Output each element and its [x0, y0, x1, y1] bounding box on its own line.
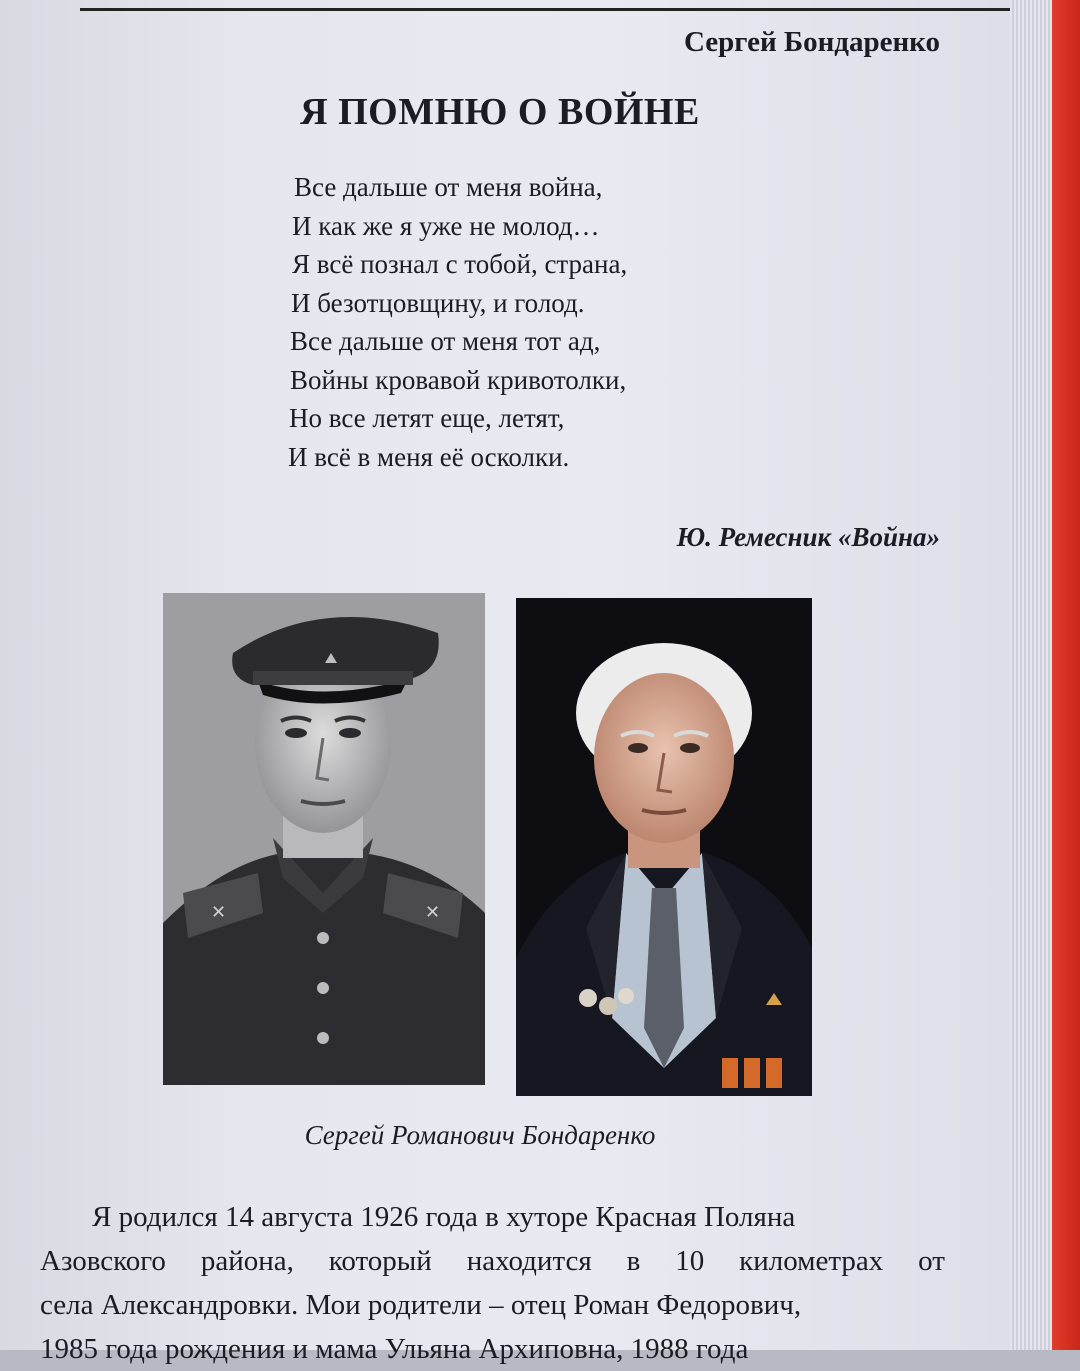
poem-line: И всё в меня её осколки. [288, 441, 570, 472]
header-author: Сергей Бондаренко [683, 26, 940, 58]
photo-elderly-veteran [516, 598, 812, 1096]
book-cover-edge [1052, 0, 1080, 1350]
body-line: Я родился 14 августа 1926 года в хуторе Красная Поляна [92, 1201, 796, 1233]
photo-caption: Сергей Романович Бондаренко [304, 1120, 656, 1150]
poem-line: Войны кровавой кривотолки, [290, 364, 627, 395]
svg-text:✕: ✕ [211, 902, 227, 923]
poem-line: Я всё познал с тобой, страна, [292, 249, 628, 279]
body-word: который [328, 1245, 432, 1277]
body-word: Азовского [40, 1245, 166, 1277]
poem-line: Но все летят еще, летят, [289, 403, 565, 433]
body-line: села Александровки. Мои родители – отец Роман Федорович, [40, 1289, 802, 1321]
body-word: района, [200, 1245, 294, 1277]
book-page-edges [1010, 0, 1055, 1350]
body-word: от [918, 1245, 945, 1277]
body-paragraph [40, 1195, 945, 1371]
body-word: находится [466, 1245, 592, 1277]
poem-attribution: Ю. Ремесник «Война» [676, 522, 940, 552]
poem-line: Все дальше от меня тот ад, [290, 326, 601, 356]
body-line: 1985 года рождения и мама Ульяна Архиповна, 1988 года [40, 1333, 749, 1365]
page-title: Я ПОМНЮ О ВОЙНЕ [300, 91, 700, 133]
photo-young-soldier [163, 593, 485, 1085]
poem-line: И как же я уже не молод… [292, 210, 600, 241]
body-line-justified [40, 1239, 945, 1283]
poem-line: Все дальше от меня война, [294, 172, 603, 202]
body-word: в [626, 1245, 641, 1277]
header-rule [80, 0, 1010, 11]
poem-epigraph [290, 168, 810, 476]
poem-line: И безотцовщину, и голод. [291, 287, 585, 318]
body-word: 10 [675, 1245, 705, 1277]
svg-text:✕: ✕ [425, 902, 441, 923]
body-word: километрах [739, 1245, 884, 1277]
